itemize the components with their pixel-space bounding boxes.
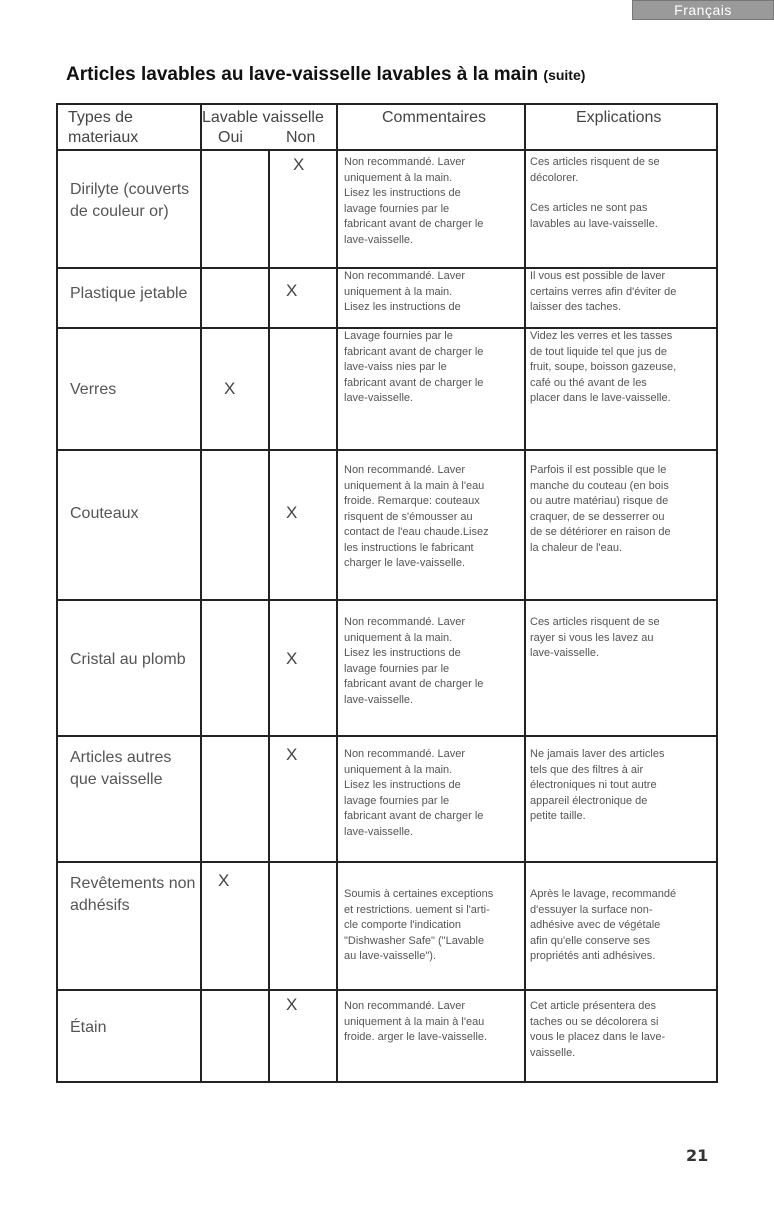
comment-cell: Soumis à certaines exceptions et restrictions. uement si l'arti- cle comporte l'indication "Dishwasher Safe" ("Lavable au lave-vaisselle"). xyxy=(344,888,494,962)
language-tab: Français xyxy=(632,0,774,20)
material-name: Étain xyxy=(70,1019,107,1036)
comment-cell: Non recommandé. Laver uniquement à la main. Lisez les instructions de lavage fournies par le fabricant avant de charger le lave-vaisselle. xyxy=(344,156,484,246)
header-explications: Explications xyxy=(576,109,662,126)
col-divider xyxy=(200,105,202,1081)
material-name: Plastique jetable xyxy=(70,285,188,302)
material-name: Dirilyte (couverts de couleur or) xyxy=(70,181,190,220)
header-commentaires: Commentaires xyxy=(382,109,487,126)
header-non: Non xyxy=(286,129,316,146)
comment-cell: Non recommandé. Laver uniquement à la main à l'eau froide. arger le lave-vaisselle. xyxy=(344,1000,488,1043)
care-table xyxy=(56,103,718,1083)
header-types-1: Types de xyxy=(68,109,133,126)
comment-cell: Lavage fournies par le fabricant avant de charger le lave-vaiss nies par le fabricant avant de charger le lave-vaisselle. xyxy=(344,330,484,404)
comment-cell: Non recommandé. Laver uniquement à la main. Lisez les instructions de xyxy=(344,270,466,313)
comment-cell: Non recommandé. Laver uniquement à la main. Lisez les instructions de lavage fournies par le fabricant avant de charger le lave-vaisselle. xyxy=(344,616,484,706)
explanation-cell: Ces articles risquent de se décolorer. Ces articles ne sont pas lavables au lave-vaisselle. xyxy=(530,156,660,230)
header-oui: Oui xyxy=(218,129,243,146)
page-title xyxy=(66,64,585,86)
explanation-cell: Ne jamais laver des articles tels que des filtres à air électroniques ni tout autre appareil électronique de petite taille. xyxy=(530,748,665,822)
row-divider xyxy=(58,449,716,451)
col-divider xyxy=(524,105,526,1081)
row-divider xyxy=(58,149,716,151)
material-name: Revêtements non adhésifs xyxy=(70,875,196,914)
check-mark: X xyxy=(286,995,298,1014)
title-main: Articles lavables au lave-vaisselle lavables à la main xyxy=(66,64,539,85)
row-divider xyxy=(58,735,716,737)
header-lavable: Lavable vaisselle xyxy=(202,109,324,126)
check-mark: X xyxy=(224,379,236,398)
page-number: 21 xyxy=(686,1146,709,1165)
explanation-cell: Après le lavage, recommandé d'essuyer la surface non- adhésive avec de végétale afin qu'elle conserve ses propriétés anti adhésives. xyxy=(530,888,677,962)
material-name: Verres xyxy=(70,381,117,398)
material-name: Articles autres que vaisselle xyxy=(70,749,172,788)
explanation-cell: Videz les verres et les tasses de tout liquide tel que jus de fruit, soupe, boisson gazeuse, café ou thé avant de les placer dans le lave-vaisselle. xyxy=(530,330,677,404)
comment-cell: Non recommandé. Laver uniquement à la main à l'eau froide. Remarque: couteaux risquent de s'émousser au contact de l'eau chaude.Lisez les instructions le fabricant charger le lave-vaisselle. xyxy=(344,464,489,569)
row-divider xyxy=(58,989,716,991)
header-types-2: materiaux xyxy=(68,129,139,146)
row-divider xyxy=(58,599,716,601)
title-suffix: (suite) xyxy=(543,67,586,83)
explanation-cell: Parfois il est possible que le manche du couteau (en bois ou autre matériau) risque de craquer, de se desserrer ou de se détériorer en raison de la chaleur de l'eau. xyxy=(530,464,671,554)
row-divider xyxy=(58,861,716,863)
check-mark: X xyxy=(286,503,298,522)
check-mark: X xyxy=(293,155,305,174)
check-mark: X xyxy=(218,871,230,890)
oui-non-divider xyxy=(268,149,270,1081)
check-mark: X xyxy=(286,649,298,668)
explanation-cell: Cet article présentera des taches ou se décolorera si vous le placez dans le lave- vaisselle. xyxy=(530,1000,666,1059)
comment-cell: Non recommandé. Laver uniquement à la main. Lisez les instructions de lavage fournies par le fabricant avant de charger le lave-vaisselle. xyxy=(344,748,484,838)
check-mark: X xyxy=(286,745,298,764)
check-mark: X xyxy=(286,281,298,300)
explanation-cell: Il vous est possible de laver certains verres afin d'éviter de laisser des taches. xyxy=(530,270,677,313)
material-name: Cristal au plomb xyxy=(70,651,186,668)
col-divider xyxy=(336,105,338,1081)
explanation-cell: Ces articles risquent de se rayer si vous les lavez au lave-vaisselle. xyxy=(530,616,660,659)
material-name: Couteaux xyxy=(70,505,139,522)
